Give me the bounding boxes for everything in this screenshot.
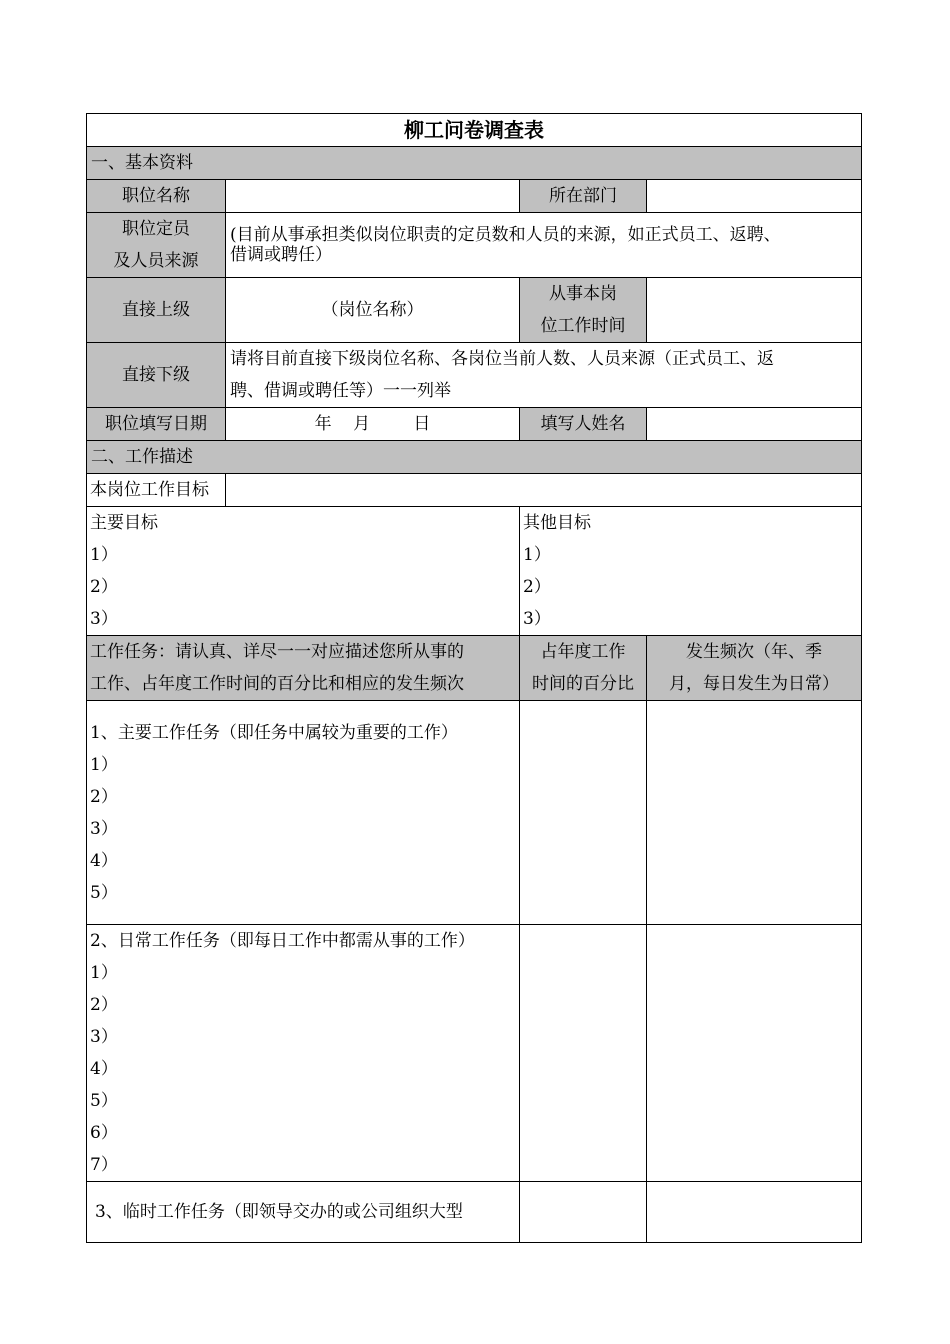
temp-tasks-frequency-field[interactable]: [647, 1182, 862, 1243]
main-goals-cell[interactable]: [87, 507, 520, 636]
questionnaire-frame: [86, 113, 861, 1222]
fill-date-field[interactable]: 年 月 日: [226, 408, 520, 441]
main-goal-item: 1）: [90, 545, 118, 565]
fill-date-row: [87, 408, 862, 441]
daily-task-item: 2）: [90, 995, 118, 1015]
other-goal-item: 1）: [523, 545, 551, 565]
other-goal-item: 3）: [523, 609, 551, 629]
supervisor-label: 直接上级: [87, 278, 226, 343]
staffing-desc-line1: (目前从事承担类似岗位职责的定员数和人员的来源，如正式员工、返聘、: [230, 225, 781, 245]
tenure-field[interactable]: [647, 278, 862, 343]
goals-row: [87, 507, 862, 636]
temp-tasks-cell[interactable]: [87, 1182, 520, 1243]
staffing-label-line1: 职位定员: [122, 219, 190, 239]
section-basic-row: [87, 147, 862, 180]
main-task-item: 1）: [90, 754, 118, 775]
department-field[interactable]: [647, 180, 862, 213]
temp-tasks-title: 3、临时工作任务（即领导交办的或公司组织大型: [95, 1202, 463, 1222]
daily-tasks-title: 2、日常工作任务（即每日工作中都需从事的工作）: [90, 931, 475, 951]
main-tasks-cell[interactable]: [87, 701, 520, 925]
goal-row: [87, 474, 862, 507]
position-row: [87, 180, 862, 213]
main-tasks-percent-field[interactable]: [520, 701, 647, 925]
other-goals-title: 其他目标: [523, 513, 591, 533]
subordinate-row: [87, 343, 862, 408]
fill-date-label: 职位填写日期: [87, 408, 226, 441]
goal-label: 本岗位工作目标: [87, 474, 226, 507]
task-header: [87, 636, 520, 701]
percent-header-line1: 占年度工作: [540, 642, 626, 662]
supervisor-row: [87, 278, 862, 343]
filler-name-field[interactable]: [647, 408, 862, 441]
main-tasks-title: 1、主要工作任务（即任务中属较为重要的工作）: [90, 722, 458, 743]
tenure-label-line1: 从事本岗: [549, 284, 617, 304]
daily-task-item: 5）: [90, 1091, 118, 1111]
frequency-header-line1: 发生频次（年、季: [686, 642, 822, 662]
other-goals-cell[interactable]: [520, 507, 862, 636]
daily-tasks-cell[interactable]: [87, 925, 520, 1182]
main-task-item: 4）: [90, 850, 118, 871]
percent-header: [520, 636, 647, 701]
frequency-header-line2: 月，每日发生为日常）: [669, 674, 839, 694]
staffing-label: [87, 213, 226, 278]
daily-task-item: 1）: [90, 963, 118, 983]
staffing-field[interactable]: [226, 213, 862, 278]
staffing-desc-line2: 借调或聘任）: [230, 245, 332, 265]
filler-name-label: 填写人姓名: [520, 408, 647, 441]
section-heading-work: 二、工作描述: [87, 441, 862, 474]
position-name-field[interactable]: [226, 180, 520, 213]
tenure-label-line2: 位工作时间: [540, 316, 626, 336]
daily-tasks-frequency-field[interactable]: [647, 925, 862, 1182]
subordinate-field[interactable]: [226, 343, 862, 408]
temp-tasks-row: [87, 1182, 862, 1243]
main-tasks-row: [87, 701, 862, 925]
title-row: [87, 114, 862, 147]
daily-task-item: 3）: [90, 1027, 118, 1047]
main-tasks-frequency-field[interactable]: [647, 701, 862, 925]
department-label: 所在部门: [520, 180, 647, 213]
staffing-label-line2: 及人员来源: [113, 251, 199, 271]
main-goal-item: 3）: [90, 609, 118, 629]
section-heading-basic: 一、基本资料: [87, 147, 862, 180]
daily-tasks-row: [87, 925, 862, 1182]
main-goal-item: 2）: [90, 577, 118, 597]
temp-tasks-percent-field[interactable]: [520, 1182, 647, 1243]
task-header-row: [87, 636, 862, 701]
main-task-item: 3）: [90, 818, 118, 839]
form-title: 柳工问卷调查表: [87, 114, 862, 147]
tenure-label: [520, 278, 647, 343]
frequency-header: [647, 636, 862, 701]
daily-task-item: 7）: [90, 1155, 118, 1175]
goal-field[interactable]: [226, 474, 862, 507]
main-task-item: 5）: [90, 882, 118, 903]
section-work-row: [87, 441, 862, 474]
percent-header-line2: 时间的百分比: [532, 674, 634, 694]
task-header-line2: 工作、占年度工作时间的百分比和相应的发生频次: [90, 674, 464, 694]
supervisor-field[interactable]: （岗位名称）: [226, 278, 520, 343]
subordinate-desc-line2: 聘、借调或聘任等）一一列举: [230, 381, 451, 401]
task-header-line1: 工作任务：请认真、详尽一一对应描述您所从事的: [90, 642, 464, 662]
other-goal-item: 2）: [523, 577, 551, 597]
daily-task-item: 6）: [90, 1123, 118, 1143]
daily-tasks-percent-field[interactable]: [520, 925, 647, 1182]
staffing-row: [87, 213, 862, 278]
subordinate-label: 直接下级: [87, 343, 226, 408]
subordinate-desc-line1: 请将目前直接下级岗位名称、各岗位当前人数、人员来源（正式员工、返: [230, 349, 774, 369]
position-name-label: 职位名称: [87, 180, 226, 213]
daily-task-item: 4）: [90, 1059, 118, 1079]
main-task-item: 2）: [90, 786, 118, 807]
main-goals-title: 主要目标: [90, 513, 158, 533]
questionnaire-table: [86, 113, 862, 1243]
